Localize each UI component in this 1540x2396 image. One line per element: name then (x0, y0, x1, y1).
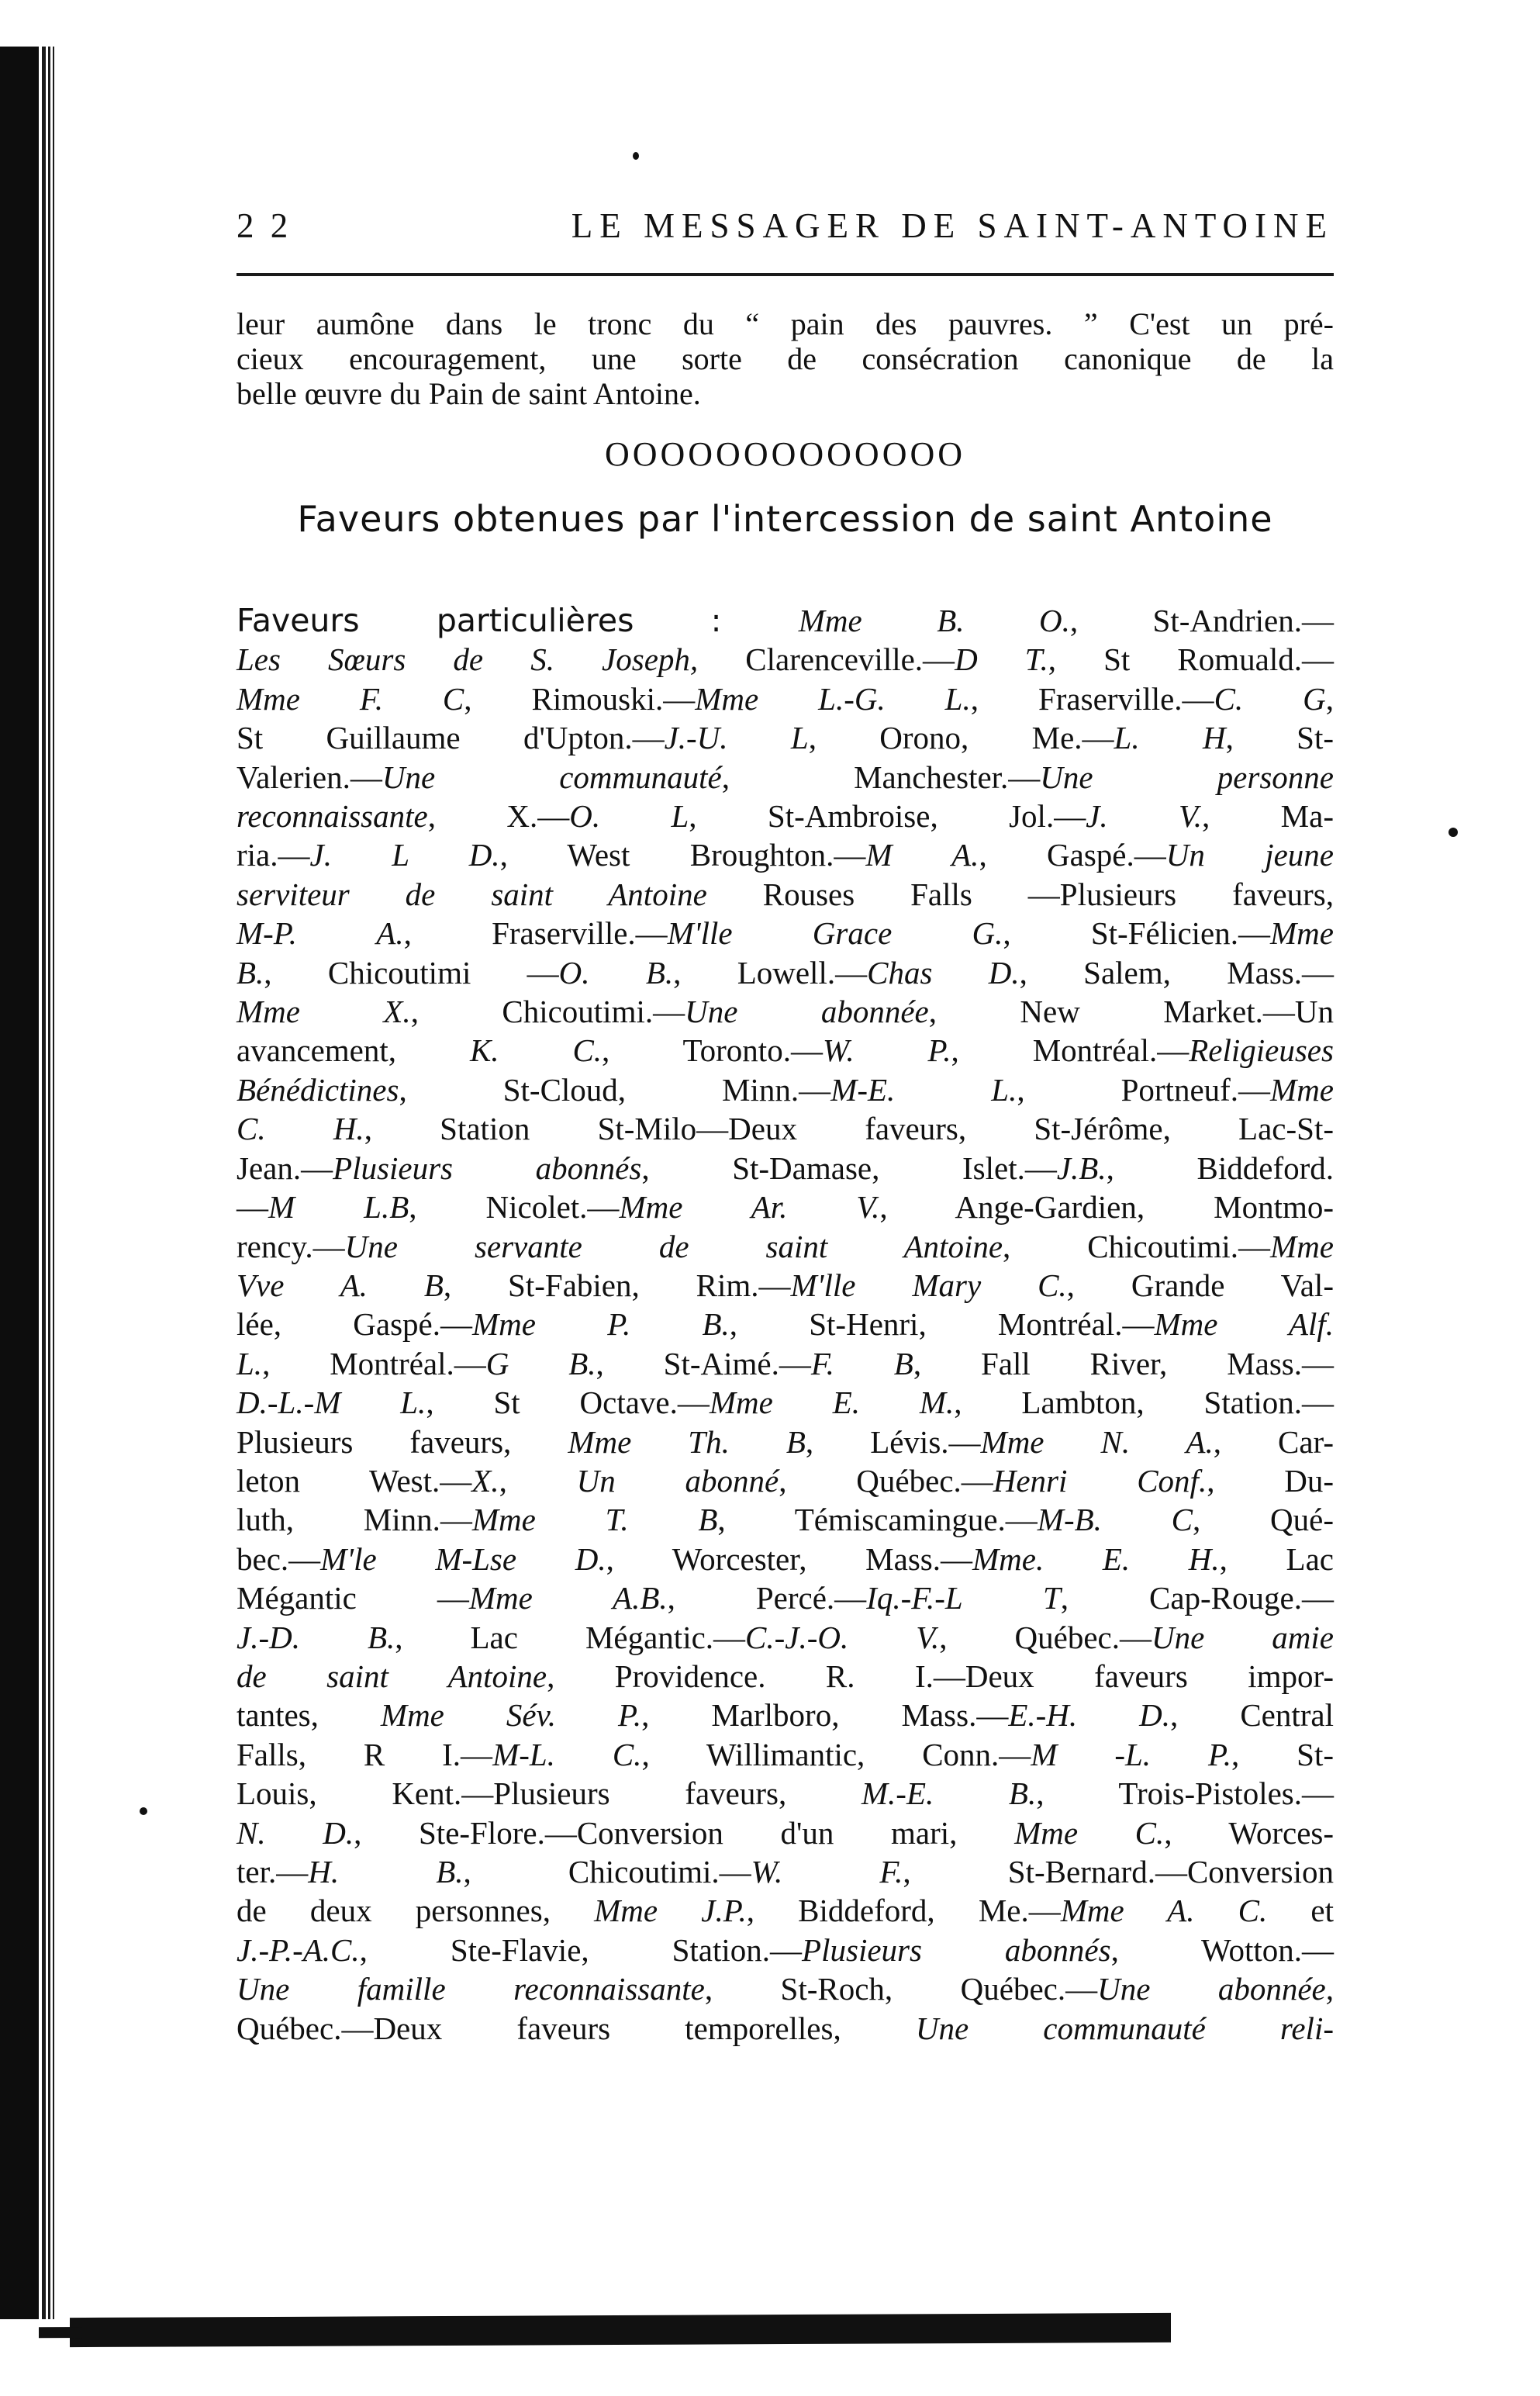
favour-line (237, 1500, 1334, 1539)
favour-line (237, 1657, 1334, 1696)
donor-name: Les Sœurs de S. Joseph, (237, 641, 699, 678)
favour-text: , Fall River, Mass.— (913, 1345, 1335, 1381)
favour-text: lée, Gaspé.— (237, 1306, 472, 1343)
favour-line (237, 2009, 1334, 2048)
donor-name: Religieuses (1189, 1032, 1334, 1069)
favour-text: , Montréal.— (951, 1032, 1190, 1069)
favour-line (237, 1578, 1334, 1617)
favour-line (237, 601, 1334, 640)
favour-text: avancement, (237, 1032, 470, 1069)
favour-text: , Biddeford. (1106, 1150, 1335, 1186)
favour-line (237, 835, 1334, 874)
favour-text: Plusieurs faveurs, (237, 1423, 568, 1460)
donor-name: J.-D. B. (237, 1619, 395, 1655)
favour-line (237, 1149, 1334, 1188)
lead-in: Faveurs particulières : (237, 602, 799, 639)
favour-line (237, 1696, 1334, 1734)
favour-text: , Rimouski.— (464, 680, 696, 717)
donor-name: Une communauté (382, 759, 722, 795)
donor-name: M'lle Grace G. (667, 915, 1003, 952)
favour-line (237, 718, 1334, 757)
favour-text: , Fraserville.— (403, 915, 668, 952)
donor-name: Une amie (1151, 1619, 1334, 1655)
donor-name: G B. (485, 1345, 596, 1381)
favour-text: St Guillaume d'Upton.— (237, 720, 665, 756)
donor-name: Vve A. B (237, 1267, 444, 1303)
donor-name: Mme (1270, 1071, 1335, 1108)
donor-name: Plusieurs abonnés (333, 1150, 642, 1186)
scan-speck (1448, 828, 1458, 837)
donor-name: Mme. E. H. (972, 1540, 1220, 1577)
donor-name: Mme Sév. P. (380, 1697, 642, 1734)
favour-text: , West Broughton.— (499, 837, 866, 873)
donor-name: E.-H. D. (1008, 1697, 1171, 1734)
favour-text: , Toronto.— (602, 1032, 823, 1069)
favour-line (237, 1891, 1334, 1930)
donor-name: Mme (1270, 1228, 1335, 1264)
favour-line (237, 1540, 1334, 1578)
favour-line (237, 1227, 1334, 1266)
favour-text: , Central (1170, 1697, 1334, 1734)
donor-name: Mme P. B. (472, 1306, 730, 1343)
favour-line (237, 992, 1334, 1031)
favour-text: Rouses Falls —Plusieurs faveurs, (706, 876, 1334, 912)
favour-text: , Ma- (1202, 798, 1334, 835)
donor-name: Mme Th. B (568, 1423, 806, 1460)
favour-text: , Orono, Me.— (808, 720, 1114, 756)
favour-line (237, 1774, 1334, 1813)
donor-name: M A. (865, 837, 979, 873)
donor-name: Mme Alf. (1154, 1306, 1335, 1343)
favour-text: Valerien.— (237, 759, 382, 795)
favour-line (237, 640, 1334, 679)
favour-text: , St-Félicien.— (1003, 915, 1271, 952)
favour-text: , X.— (427, 798, 570, 835)
running-header (237, 206, 1334, 252)
favour-text: , Montréal.— (262, 1345, 486, 1381)
favour-text: , (1325, 680, 1334, 717)
donor-name: F. B (810, 1345, 913, 1381)
favour-line (237, 1344, 1334, 1383)
donor-name: M'le M-Lse D. (320, 1540, 606, 1577)
favour-text: , Du- (1207, 1462, 1335, 1499)
donor-name: Mme L.-G. L. (695, 680, 971, 717)
favour-text: de deux personnes, (237, 1893, 595, 1929)
donor-name: J. L D. (309, 837, 500, 873)
donor-name: Mme C. (1014, 1814, 1165, 1851)
favour-text: , St-Aimé.— (596, 1345, 811, 1381)
donor-name: reconnaissante (237, 798, 428, 835)
donor-name: Chas D. (867, 954, 1020, 991)
favour-text: , Percé.— (667, 1580, 867, 1616)
donor-name: J.B. (1056, 1150, 1107, 1186)
donor-name: L. H (1114, 720, 1226, 756)
favour-text: — (237, 1189, 268, 1226)
favour-text: , Car- (1213, 1423, 1335, 1460)
favour-line (237, 1266, 1334, 1305)
favour-text: Clarenceville.— (698, 641, 955, 678)
favour-text: , Québec.— (779, 1462, 993, 1499)
donor-name: X. (471, 1462, 499, 1499)
favour-text: , Chicoutimi — (264, 954, 559, 991)
donor-name: de saint Antoine (237, 1658, 547, 1694)
scan-speck (140, 1807, 147, 1815)
favour-text: , St-Damase, Islet.— (641, 1150, 1057, 1186)
donor-name: M-E. L. (830, 1071, 1017, 1108)
donor-name: C.-J.-O. V. (745, 1619, 940, 1655)
favour-line (237, 1461, 1334, 1500)
donor-name: M-P. A. (237, 915, 404, 952)
favour-text: ter.— (237, 1854, 309, 1889)
donor-name: W. F. (751, 1854, 903, 1889)
donor-name: H. B. (308, 1854, 464, 1889)
favour-line (237, 1070, 1334, 1109)
donor-name: B. (237, 954, 264, 991)
favour-line (237, 1383, 1334, 1422)
favour-text: , Chicoutimi.— (463, 1854, 751, 1889)
favour-text: , Chicoutimi.— (410, 994, 685, 1030)
donor-name: Une servante de saint Antoine (344, 1228, 1003, 1264)
favour-text: , St- (1231, 1736, 1334, 1772)
donor-name: Mme T. B (471, 1502, 718, 1538)
donor-name: D.-L.-M L. (237, 1385, 426, 1421)
donor-name: Une abonnée (685, 994, 929, 1030)
intro-line: leur aumône dans le tronc du “ pain des pauvres. ” C'est un pré- (237, 306, 1334, 341)
donor-name: Mme X. (237, 994, 411, 1030)
favour-text: , Salem, Mass.— (1019, 954, 1334, 991)
favour-text: , St- (1225, 720, 1334, 756)
donor-name: Une personne (1040, 759, 1334, 795)
favour-text: , Fraserville.— (970, 680, 1214, 717)
scan-binding-edge (0, 47, 56, 2319)
donor-name: Mme F. C (237, 680, 464, 717)
favour-text: , Témiscamingue.— (717, 1502, 1038, 1538)
favour-text: , St-Ambroise, Jol.— (689, 798, 1086, 835)
favour-text: , Lambton, Station.— (954, 1385, 1334, 1421)
favour-text: , Wotton.— (1110, 1931, 1334, 1968)
donor-name: Mme B. O. (798, 603, 1070, 638)
favour-line (237, 953, 1334, 992)
favour-line (237, 1031, 1334, 1070)
donor-name: M.-E. B. (861, 1775, 1037, 1812)
donor-name: Une abonnée, (1097, 1971, 1335, 2007)
running-title: LE MESSAGER DE SAINT-ANTOINE (571, 206, 1334, 245)
favour-text: , Portneuf.— (1017, 1071, 1271, 1108)
favour-text: , Cap-Rouge.— (1060, 1580, 1334, 1616)
donor-name: K. C. (469, 1032, 603, 1069)
donor-name: serviteur de saint Antoine (237, 876, 707, 912)
favour-text: , Qué- (1193, 1502, 1334, 1538)
favour-line (237, 1618, 1334, 1657)
intro-paragraph (237, 306, 1334, 411)
favour-text: , Grande Val- (1066, 1267, 1334, 1303)
favour-line (237, 1188, 1334, 1226)
favour-text: , Ange-Gardien, Montmo- (879, 1189, 1335, 1226)
favour-text: , Trois-Pistoles.— (1036, 1775, 1334, 1812)
intro-line: belle œuvre du Pain de saint Antoine. (237, 376, 701, 411)
donor-name: Mme N. A. (980, 1423, 1214, 1460)
favour-text: tantes, (237, 1697, 381, 1734)
favour-line (237, 1109, 1334, 1148)
favour-text: , Gaspé.— (979, 837, 1166, 873)
donor-name: J. V. (1086, 798, 1203, 835)
favour-text: , Manchester.— (721, 759, 1041, 795)
favour-text: , Lac Mégantic.— (395, 1619, 746, 1655)
favour-text: , St-Henri, Montréal.— (729, 1306, 1155, 1343)
favour-line (237, 1735, 1334, 1774)
header-rule (237, 273, 1334, 276)
donor-name: Mme A.B. (468, 1580, 668, 1616)
favour-text: , Ste-Flavie, Station.— (359, 1931, 803, 1968)
scan-bottom-shadow (70, 2313, 1171, 2347)
favour-text: , St Romuald.— (1048, 641, 1334, 678)
favour-text: , St-Bernard.—Conversion (903, 1854, 1334, 1889)
favour-line (237, 1969, 1334, 2008)
page-number: 2 2 (237, 206, 292, 245)
donor-name: M-L. C. (492, 1736, 642, 1772)
favour-text: Falls, R I.— (237, 1736, 493, 1772)
scan-speck (633, 152, 639, 160)
donor-name: M-B. C (1037, 1502, 1193, 1538)
favour-line (237, 1305, 1334, 1343)
favour-text: , St-Roch, Québec.— (704, 1971, 1098, 2007)
favour-line (237, 797, 1334, 835)
favour-text: , (499, 1462, 577, 1499)
favour-text: , Providence. R. I.—Deux faveurs impor- (547, 1658, 1334, 1694)
donor-name: W. P. (822, 1032, 951, 1069)
favour-text: , Station St-Milo—Deux faveurs, St-Jérôme, Lac-St- (364, 1111, 1334, 1147)
favour-text: rency.— (237, 1228, 345, 1264)
donor-name: J.-P.-A.C. (237, 1931, 360, 1968)
donor-name: N. D. (237, 1814, 354, 1851)
favour-line (237, 1813, 1334, 1852)
donor-name: Bénédictines (237, 1071, 399, 1108)
donor-name: Mme (1270, 915, 1334, 952)
favour-text: , Worcester, Mass.— (606, 1540, 972, 1577)
donor-name: M L.B (268, 1189, 409, 1226)
favour-text: Mégantic — (237, 1580, 469, 1616)
favour-text: , Willimantic, Conn.— (641, 1736, 1031, 1772)
donor-name: C. G (1214, 680, 1326, 717)
favour-text: luth, Minn.— (237, 1502, 472, 1538)
favour-text: , St-Fabien, Rim.— (443, 1267, 791, 1303)
donor-name: L. (237, 1345, 263, 1381)
favour-text: leton West.— (237, 1462, 472, 1499)
donor-name: O. B. (558, 954, 674, 991)
favour-text: , St-Cloud, Minn.— (399, 1071, 831, 1108)
favour-line (237, 1852, 1334, 1891)
favour-line (237, 758, 1334, 797)
favour-text: , Nicolet.— (409, 1189, 620, 1226)
donor-name: Une famille reconnaissante (237, 1971, 705, 2007)
favour-text: ria.— (237, 837, 310, 873)
favours-list (237, 601, 1334, 2048)
donor-name: D T. (955, 641, 1048, 678)
donor-name: O. L (569, 798, 689, 835)
favour-text: , Biddeford, Me.— (746, 1893, 1061, 1929)
favour-text: , Lac (1219, 1540, 1334, 1577)
favour-text: , Lowell.— (673, 954, 868, 991)
donor-name: Mme E. M. (709, 1385, 955, 1421)
ornament-divider: OOOOOOOOOOOOO (604, 435, 966, 473)
favour-text: bec.— (237, 1540, 321, 1577)
favour-text: , Chicoutimi.— (1003, 1228, 1271, 1264)
donor-name: Un abonné (576, 1462, 779, 1499)
donor-name: M'lle Mary C. (790, 1267, 1067, 1303)
donor-name: Mme A. C. (1060, 1893, 1268, 1929)
section-title: Faveurs obtenues par l'intercession de saint Antoine (297, 498, 1273, 540)
favour-text: Québec.—Deux faveurs temporelles, (237, 2010, 916, 2046)
favour-text: , New Market.—Un (928, 994, 1334, 1030)
favour-line (237, 875, 1334, 914)
donor-name: Un jeune (1165, 837, 1334, 873)
donor-name: Iq.-F.-L T (866, 1580, 1061, 1616)
favour-text: , Marlboro, Mass.— (641, 1697, 1009, 1734)
favour-text: , Worces- (1164, 1814, 1335, 1851)
favour-line (237, 1423, 1334, 1461)
favour-text: , St Octave.— (426, 1385, 710, 1421)
favour-text: Jean.— (237, 1150, 333, 1186)
intro-line: cieux encouragement, une sorte de consécration canonique de la (237, 341, 1334, 376)
donor-name: Mme Ar. V. (619, 1189, 880, 1226)
favour-line (237, 679, 1334, 718)
favour-line (237, 1931, 1334, 1969)
favour-text: , St-Andrien.— (1069, 603, 1334, 638)
donor-name: M -L. P. (1031, 1736, 1231, 1772)
donor-name: Mme J.P. (594, 1893, 747, 1929)
favour-text: Louis, Kent.—Plusieurs faveurs, (237, 1775, 862, 1812)
favour-text: , Ste-Flore.—Conversion d'un mari, (354, 1814, 1015, 1851)
donor-name: Henri Conf. (993, 1462, 1207, 1499)
favour-text: et (1267, 1893, 1334, 1929)
favour-line (237, 914, 1334, 953)
donor-name: J.-U. L (664, 720, 809, 756)
favour-text: , Québec.— (939, 1619, 1152, 1655)
favour-text: , Lévis.— (805, 1423, 981, 1460)
donor-name: Une communauté reli- (915, 2010, 1334, 2046)
donor-name: Plusieurs abonnés (802, 1931, 1111, 1968)
donor-name: C. H. (237, 1111, 364, 1147)
